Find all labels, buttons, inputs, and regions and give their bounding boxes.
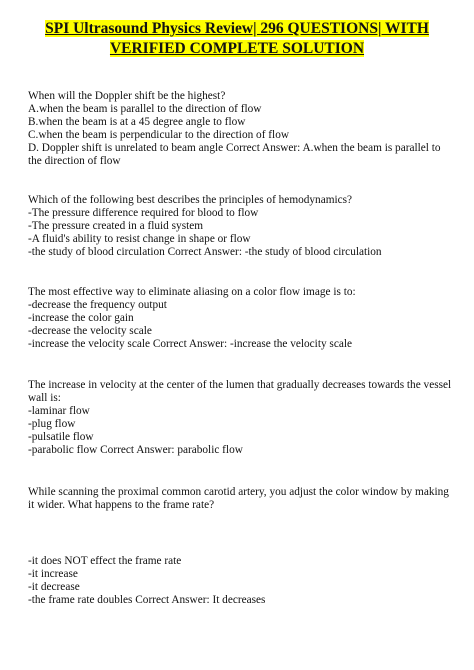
- question-stem: When will the Doppler shift be the highest?: [28, 90, 226, 102]
- option: B.when the beam is at a 45 degree angle to flow: [28, 116, 246, 128]
- option: -it decrease: [28, 581, 80, 593]
- question-stem: The most effective way to eliminate aliasing on a color flow image is to:: [28, 286, 356, 298]
- question-5-options: [28, 555, 452, 607]
- question-1: [28, 90, 452, 168]
- option: -laminar flow: [28, 405, 90, 417]
- option: -pulsatile flow: [28, 431, 94, 443]
- option: C.when the beam is perpendicular to the direction of flow: [28, 129, 290, 141]
- option: -increase the color gain: [28, 312, 134, 324]
- option-with-answer: -increase the velocity scale Correct Answer: -increase the velocity scale: [28, 338, 353, 350]
- question-2: [28, 194, 452, 259]
- question-5: [28, 486, 452, 512]
- option: -The pressure difference required for blood to flow: [28, 207, 259, 219]
- option: -The pressure created in a fluid system: [28, 220, 204, 232]
- option: -decrease the frequency output: [28, 299, 167, 311]
- question-3: [28, 286, 452, 351]
- option: A.when the beam is parallel to the direction of flow: [28, 103, 262, 115]
- option: -A fluid's ability to resist change in shape or flow: [28, 233, 251, 245]
- option: -it does NOT effect the frame rate: [28, 555, 182, 567]
- title-line-1: SPI Ultrasound Physics Review| 296 QUESTIONS| WITH: [45, 20, 429, 37]
- option: -decrease the velocity scale: [28, 325, 152, 337]
- option-with-answer: -the study of blood circulation Correct Answer: -the study of blood circulation: [28, 246, 382, 258]
- option: -plug flow: [28, 418, 76, 430]
- question-stem: Which of the following best describes the principles of hemodynamics?: [28, 194, 353, 206]
- option-with-answer: -parabolic flow Correct Answer: parabolic flow: [28, 444, 243, 456]
- document-title: [14, 19, 460, 59]
- option-with-answer: -the frame rate doubles Correct Answer: It decreases: [28, 594, 266, 606]
- option-with-answer: D. Doppler shift is unrelated to beam angle Correct Answer: A.when the beam is parallel to the direction of flow: [28, 142, 441, 167]
- title-line-2: VERIFIED COMPLETE SOLUTION: [109, 40, 365, 57]
- question-stem: While scanning the proximal common carotid artery, you adjust the color window by making it wider. What happens to the frame rate?: [28, 486, 449, 511]
- option: -it increase: [28, 568, 78, 580]
- question-stem: The increase in velocity at the center of the lumen that gradually decreases towards the vessel wall is:: [28, 379, 452, 404]
- question-4: [28, 379, 452, 457]
